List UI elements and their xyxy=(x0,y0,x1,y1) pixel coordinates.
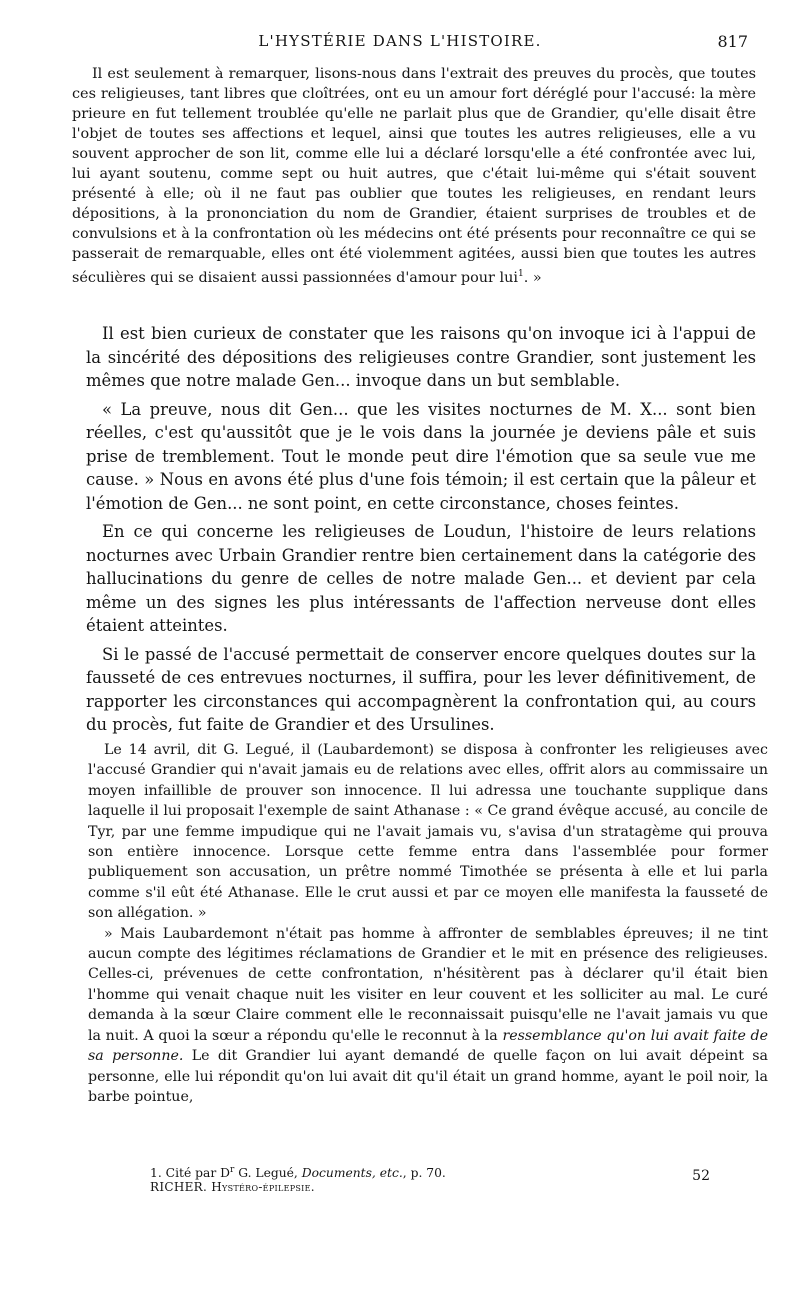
legue-paragraph-1: Le 14 avril, dit G. Legué, il (Laubardemont) se disposa à confronter les religieuses avec l'accusé Grandier qui n'avait jamais eu de relations avec elles, offrit alors au commissaire un moyen infaillible de prouver son innocence. Il lui adressa une touchante supplique dans laquelle il lui proposait l'exemple de saint Athanase : « Ce grand évêque accusé, au concile de Tyr, par une femme impudique qui ne l'avait jamais vu, s'avisa d'un stratagème qui prouva son entière innocence. Lorsque cette femme entra dans l'assemblée pour former publiquement son accusation, un prêtre nommé Timothée se présenta à elle et lui parla comme s'il eût été Athanase. Elle le crut aussi et par ce moyen elle manifesta la fausseté de son allégation. » xyxy=(88,742,768,922)
signature-author: RICHER. Hystéro-épilepsie. xyxy=(150,1180,315,1194)
legue-text-start: » Mais Laubardemont n'était pas homme à affronter de semblables épreuves; il ne tint aucun compte des légitimes réclamations de Grandier et le mit en présence des religieuses. Celles-ci, prévenues de cette confrontation, n'hésitèrent pas à déclarer qu'il était bien l'homme qui venait chaque nuit les visiter en leur couvent et les solliciter au mal. Le curé demanda à la sœur Claire comment elle le reconnaissait puisqu'elle ne l'avait jamais vu que la nuit. A quoi la sœur a répondu qu'elle le reconnut à la xyxy=(88,925,768,1044)
legue-paragraph-2 xyxy=(88,924,768,1108)
signature-number: 52 xyxy=(692,1168,710,1184)
running-title: L'HYSTÉRIE DANS L'HISTOIRE. xyxy=(258,32,542,50)
footnote-doctor-sup: r xyxy=(229,1165,235,1175)
paragraph-3: En ce qui concerne les religieuses de Loudun, l'histoire de leurs relations nocturnes avec Urbain Grandier rentre bien certainement dans la catégorie des hallucinations du genre de celles de notre malade Gen... et devient par cela même un des signes les plus intéressants de l'affection nerveuse dont elles étaient atteintes. xyxy=(86,522,756,635)
quote-end: . » xyxy=(523,269,542,286)
quoted-legue xyxy=(88,740,768,1107)
footnote-text-end: , p. 70. xyxy=(402,1166,446,1181)
page-number: 817 xyxy=(717,32,748,51)
footnote-title: Documents, etc. xyxy=(301,1166,403,1181)
main-text xyxy=(86,322,756,742)
legue-emphasis: ressemblance qu'on lui avait faite de sa personne. xyxy=(88,1027,769,1065)
paragraph-1: Il est bien curieux de constater que les raisons qu'on invoque ici à l'appui de la sincérité des dépositions des religieuses contre Grandier, sont justement les mêmes que notre malade Gen... invoque dans un but semblable. xyxy=(86,324,756,390)
footnote-text-start: Cité par D xyxy=(165,1166,230,1181)
paragraph-4: Si le passé de l'accusé permettait de conserver encore quelques doutes sur la fausseté de ces entrevues nocturnes, il suffira, pour les lever définitivement, de rapporter les circonstances qui accompagnèrent la confrontation qui, au cours du procès, fut faite de Grandier et des Ursulines. xyxy=(86,644,756,734)
quote-text: Il est seulement à remarquer, lisons-nous dans l'extrait des preuves du procès, que toutes ces religieuses, tant libres que cloîtrées, ont eu un amour fort déréglé pour l'accusé: la mère prieure en fut tellement troublée qu'elle ne parlait plus que de Grandier, qu'elle disait être l'objet de toutes ses affections et lequel, ainsi que toutes les autres religieuses, elle a vu souvent approcher de son lit, comme elle lui a déclaré lorsqu'elle a été confrontée avec lui, lui ayant soutenu, comme sept ou huit autres, que c'était lui-même qui s'était souvent présenté à elle; où il ne faut pas oublier que toutes les religieuses, en rendant leurs dépositions, à la prononciation du nom de Grandier, étaient surprises de troubles et de convulsions et à la confrontation où les médecins ont été présents pour reconnaître ce qui se passerait de remarquable, elles ont été violemment agitées, aussi bien que toutes les autres séculières qui se disaient aussi passionnées d'amour pour lui xyxy=(72,66,756,286)
quoted-extract-proces xyxy=(72,64,756,288)
footnote-text-mid: G. Legué, xyxy=(234,1166,302,1181)
legue-text-end: Le dit Grandier lui ayant demandé de quelle façon on lui avait dépeint sa personne, elle lui répondit qu'on lui avait dit qu'il était un grand homme, ayant le poil noir, la barbe pointue, xyxy=(88,1048,768,1105)
page-header xyxy=(0,28,800,58)
quote-paragraph xyxy=(72,64,756,288)
paragraph-2: « La preuve, nous dit Gen... que les visites nocturnes de M. X... sont bien réelles, c'est qu'aussitôt que je le vois dans la journée je deviens pâle et suis prise de tremblement. Tout le monde peut dire l'émotion que sa seule vue me cause. » Nous en avons été plus d'une fois témoin; il est certain que la pâleur et l'émotion de Gen... ne sont point, en cette circonstance, choses feintes. xyxy=(86,399,756,513)
footnote-number: 1. xyxy=(150,1166,162,1181)
footnote-reference: 1 xyxy=(517,269,524,279)
